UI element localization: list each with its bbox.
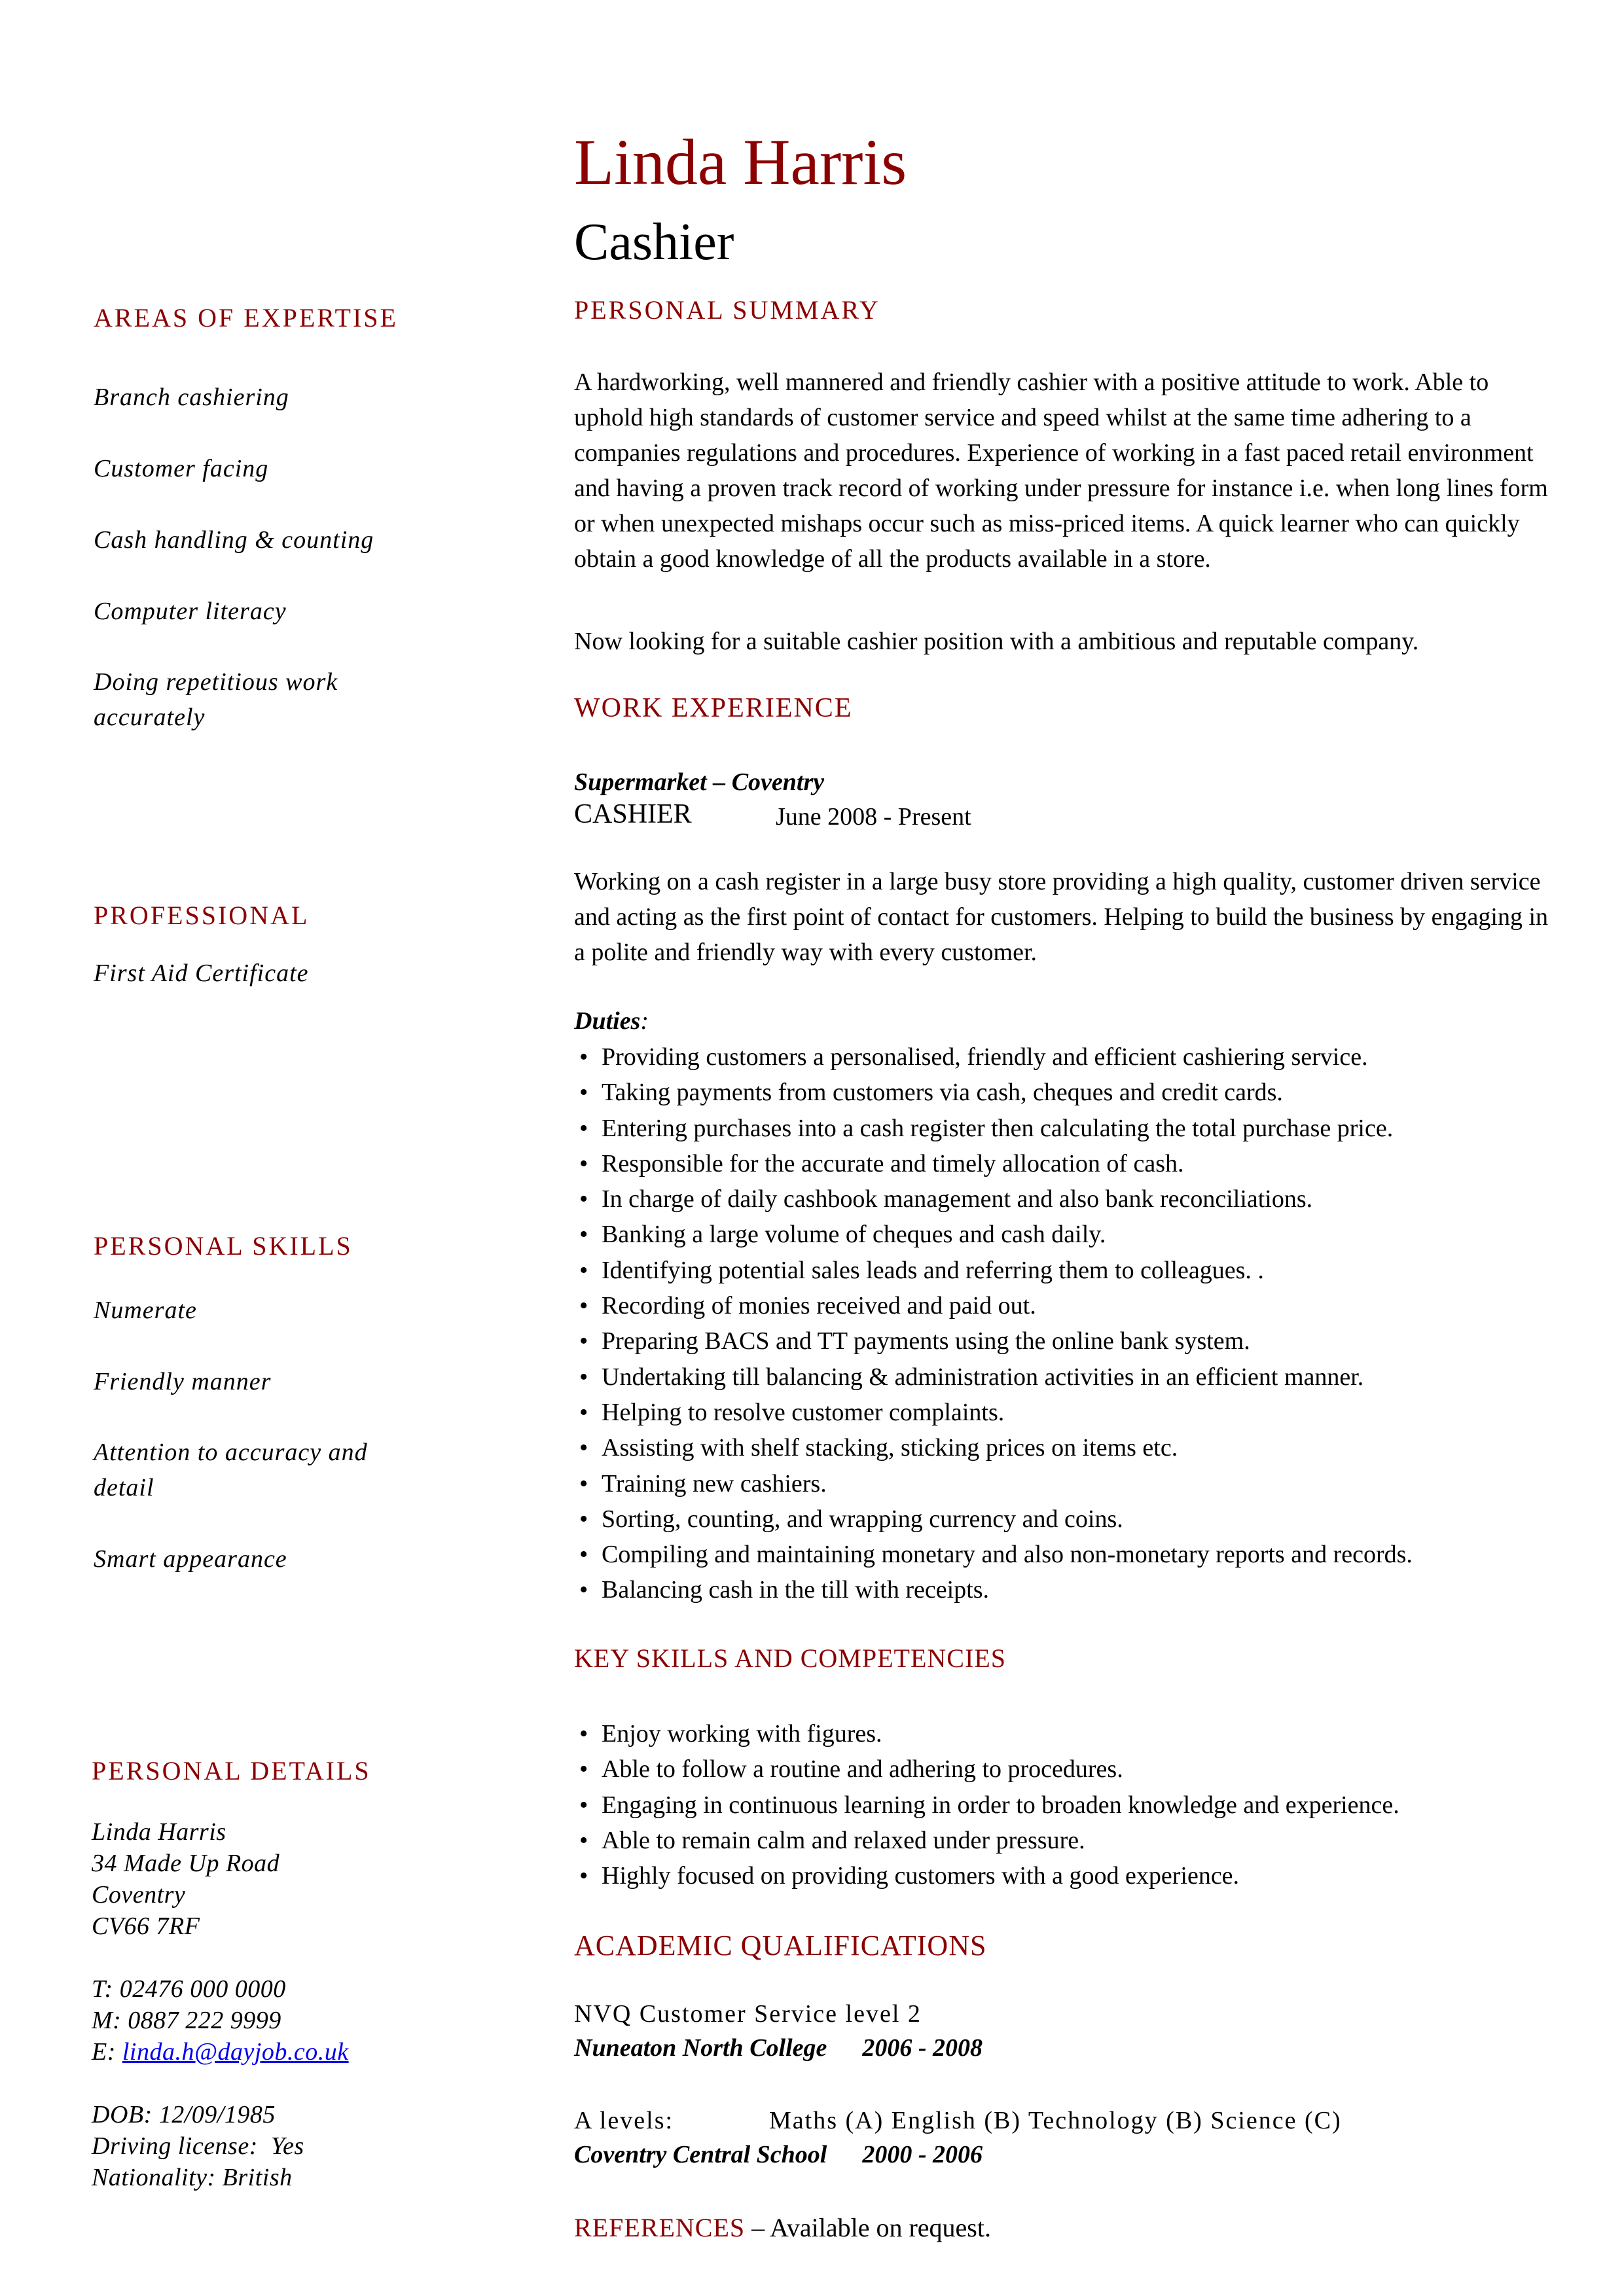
skill-item: Attention to accuracy and detail (94, 1439, 368, 1501)
list-item: • Taking payments from customers via cash, cheques and credit cards. (574, 1075, 1556, 1110)
duties-list (574, 1039, 1556, 1608)
professional-heading: PROFESSIONAL (94, 901, 310, 930)
email-link[interactable]: linda.h@dayjob.co.uk (122, 2038, 349, 2066)
list-item: • Helping to resolve customer complaints. (574, 1395, 1556, 1430)
details-telephone: T: 02476 000 0000 (92, 1975, 286, 2003)
expertise-item: Cash handling & counting (94, 526, 374, 554)
list-item: • Assisting with shelf stacking, sticking prices on items etc. (574, 1430, 1556, 1465)
personal-skills-heading: PERSONAL SKILLS (94, 1231, 353, 1261)
list-item: • Providing customers a personalised, friendly and efficient cashiering service. (574, 1039, 1556, 1075)
school-name: Coventry Central School (574, 2141, 827, 2168)
list-item: • In charge of daily cashbook management and also bank reconciliations. (574, 1181, 1556, 1217)
list-item: • Identifying potential sales leads and referring them to colleagues. . (574, 1253, 1556, 1288)
expertise-item: Doing repetitious work accurately (94, 668, 338, 731)
duties-label: Duties (574, 1007, 641, 1035)
expertise-item: Branch cashiering (94, 384, 289, 411)
professional-item: First Aid Certificate (94, 960, 309, 987)
details-city: Coventry (92, 1881, 186, 1909)
personal-details (92, 1816, 349, 2193)
references-row (574, 2212, 991, 2243)
skill-item: Friendly manner (94, 1368, 272, 1395)
job-role: CASHIER (574, 799, 692, 829)
details-license: Driving license: Yes (92, 2132, 304, 2160)
job-description: Working on a cash register in a large busy store providing a high quality, customer driven service and acting as the first point of contact for customers. Helping to build the business by engaging in a polite and friendly way with every customer. (574, 868, 1549, 966)
expertise-item: Customer facing (94, 455, 269, 482)
list-item: • Highly focused on providing customers with a good experience. (574, 1858, 1556, 1893)
qualification-alevels-school-row (574, 2140, 983, 2169)
employer: Supermarket – Coventry (574, 768, 825, 796)
list-item: • Sorting, counting, and wrapping currency and coins. (574, 1501, 1556, 1537)
details-dob: DOB: 12/09/1985 (92, 2101, 276, 2128)
list-item: • Engaging in continuous learning in order to broaden knowledge and experience. (574, 1787, 1556, 1823)
details-name: Linda Harris (92, 1818, 226, 1846)
list-item: • Able to remain calm and relaxed under pressure. (574, 1823, 1556, 1858)
list-item: • Entering purchases into a cash register then calculating the total purchase price. (574, 1111, 1556, 1146)
skill-item: Numerate (94, 1297, 197, 1324)
expertise-heading: AREAS OF EXPERTISE (94, 303, 398, 332)
personal-details-heading: PERSONAL DETAILS (92, 1756, 371, 1785)
summary-heading: PERSONAL SUMMARY (574, 295, 880, 325)
list-item: • Training new cashiers. (574, 1466, 1556, 1501)
job-title: Cashier (574, 213, 734, 271)
duties-colon: : (640, 1007, 649, 1035)
details-address-line: 34 Made Up Road (92, 1850, 280, 1877)
list-item: • Undertaking till balancing & administration activities in an efficient manner. (574, 1359, 1556, 1395)
list-item: • Compiling and maintaining monetary and also non-monetary reports and records. (574, 1537, 1556, 1572)
duties-label-row (574, 1007, 649, 1035)
qualification-nvq-school-row (574, 2034, 983, 2062)
list-item: • Able to follow a routine and adhering to procedures. (574, 1751, 1556, 1787)
details-email-row (92, 2036, 349, 2068)
qualification-alevels-label: A levels: (574, 2107, 674, 2134)
references-heading: REFERENCES (574, 2213, 746, 2242)
qualification-alevels-subjects: Maths (A) English (B) Technology (B) Science (C) (769, 2107, 1342, 2134)
name-heading: Linda Harris (574, 126, 907, 198)
references-dash: – (751, 2213, 765, 2242)
school-name: Nuneaton North College (574, 2034, 827, 2062)
list-item: • Responsible for the accurate and timely allocation of cash. (574, 1146, 1556, 1181)
qualification-nvq: NVQ Customer Service level 2 (574, 2000, 922, 2028)
key-skills-heading: KEY SKILLS AND COMPETENCIES (574, 1643, 1006, 1673)
details-mobile: M: 0887 222 9999 (92, 2007, 281, 2034)
list-item: • Balancing cash in the till with receipts. (574, 1572, 1556, 1607)
job-dates: June 2008 - Present (776, 803, 971, 831)
work-experience-heading: WORK EXPERIENCE (574, 693, 853, 723)
list-item: • Enjoy working with figures. (574, 1716, 1556, 1751)
school-dates: 2006 - 2008 (862, 2034, 983, 2062)
key-skills-list (574, 1716, 1556, 1893)
details-nationality: Nationality: British (92, 2164, 293, 2191)
email-prefix: E: (92, 2038, 116, 2066)
skill-item: Smart appearance (94, 1545, 287, 1573)
school-dates: 2000 - 2006 (862, 2141, 983, 2168)
expertise-item: Computer literacy (94, 598, 287, 625)
list-item: • Preparing BACS and TT payments using the online bank system. (574, 1323, 1556, 1359)
details-postcode: CV66 7RF (92, 1912, 200, 1940)
summary-paragraph-closing: Now looking for a suitable cashier position with a ambitious and reputable company. (574, 628, 1419, 655)
academic-heading: ACADEMIC QUALIFICATIONS (574, 1929, 987, 1962)
references-text: Available on request. (769, 2213, 991, 2242)
summary-paragraph: A hardworking, well mannered and friendly cashier with a positive attitude to work. Able to uphold high standards of customer service and speed whilst at the same time adhering to a companies regulations and procedures. Experience of working in a fast paced retail environment and having a proven track record of working under pressure for instance i.e. when long lines form or when unexpected mishaps occur such as miss-priced items. A quick learner who can quickly obtain a good knowledge of all the products available in a store. (574, 368, 1548, 573)
list-item: • Recording of monies received and paid out. (574, 1288, 1556, 1323)
list-item: • Banking a large volume of cheques and cash daily. (574, 1217, 1556, 1252)
